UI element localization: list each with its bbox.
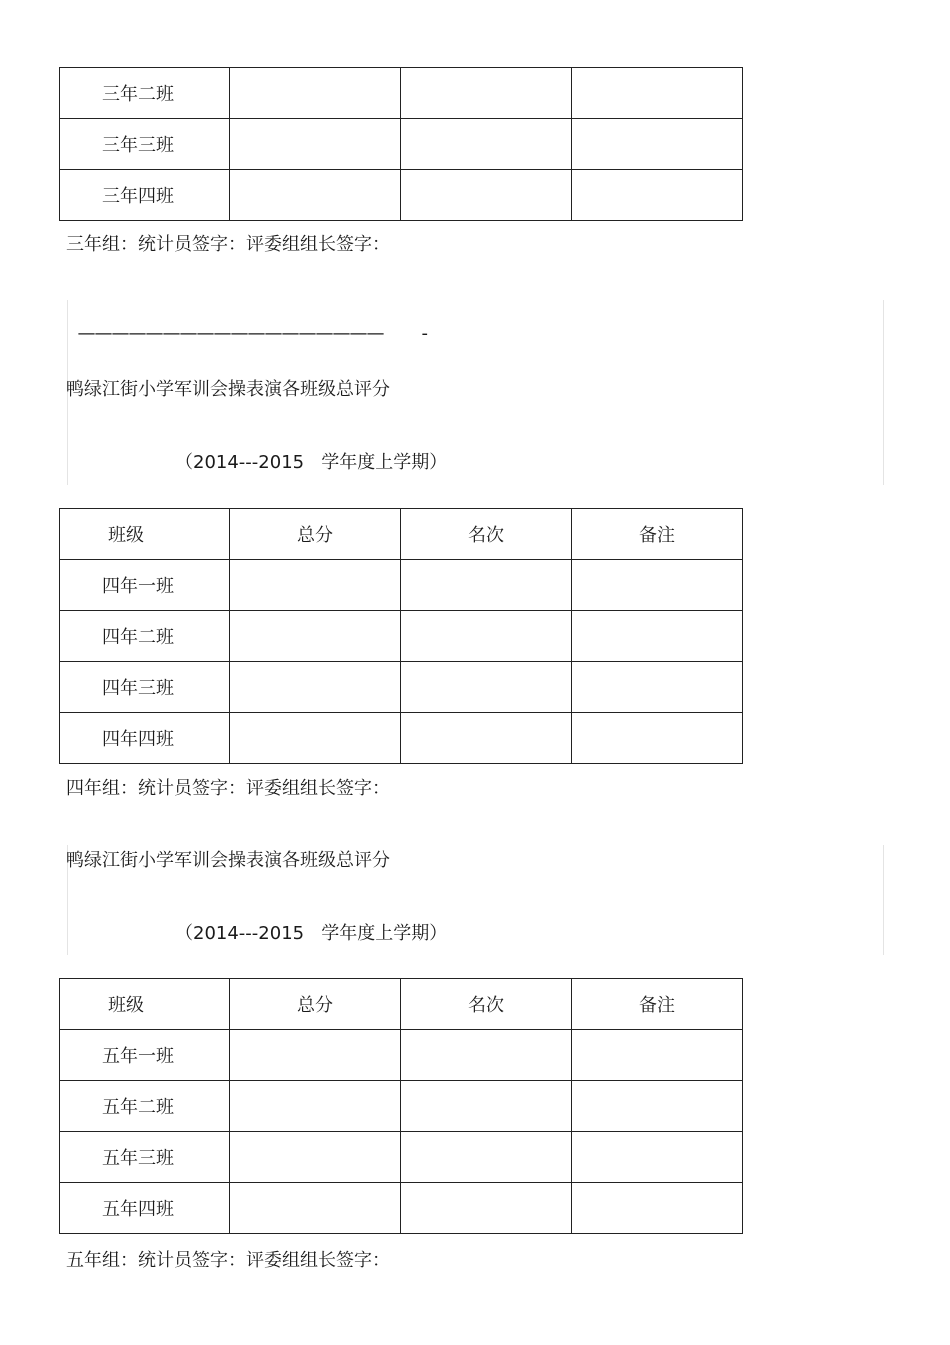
class-name-cell: 五年二班 [60,1081,230,1132]
grade5-signature-line: 五年组：统计员签字：评委组组长签字： [66,1250,390,1271]
grade5-score-table [59,978,743,1234]
separator-dashes: —————————————————— [77,323,384,344]
table-header-row [60,509,743,560]
remark-cell[interactable] [572,611,743,662]
table-row [60,713,743,764]
rank-cell[interactable] [401,1132,572,1183]
class-name-cell: 四年二班 [60,611,230,662]
total-score-cell[interactable] [230,560,401,611]
table-row [60,68,743,119]
table-header-row [60,979,743,1030]
separator-tail: - [421,323,428,344]
remark-cell[interactable] [572,170,743,221]
remark-cell[interactable] [572,1030,743,1081]
table-row [60,1081,743,1132]
total-score-cell[interactable] [230,1183,401,1234]
rank-cell[interactable] [401,119,572,170]
rank-cell[interactable] [401,170,572,221]
remark-cell[interactable] [572,119,743,170]
total-score-cell[interactable] [230,1081,401,1132]
table-row [60,119,743,170]
header-total-score: 总分 [230,509,401,560]
total-score-cell[interactable] [230,611,401,662]
rank-cell[interactable] [401,68,572,119]
rank-cell[interactable] [401,611,572,662]
table-row [60,1183,743,1234]
grade3-signature-line: 三年组：统计员签字：评委组组长签字： [66,234,390,255]
table-row [60,170,743,221]
header-rank: 名次 [401,509,572,560]
header-class: 班级 [60,509,230,560]
table-row [60,1030,743,1081]
remark-cell[interactable] [572,1183,743,1234]
class-name-cell: 四年一班 [60,560,230,611]
header-rank: 名次 [401,979,572,1030]
grade3-score-table [59,67,743,221]
margin-rule-right [883,300,884,485]
header-class: 班级 [60,979,230,1030]
remark-cell[interactable] [572,68,743,119]
header-remark: 备注 [572,509,743,560]
remark-cell[interactable] [572,662,743,713]
remark-cell[interactable] [572,1081,743,1132]
header-total-score: 总分 [230,979,401,1030]
table-row [60,611,743,662]
total-score-cell[interactable] [230,68,401,119]
class-name-cell: 四年三班 [60,662,230,713]
class-name-cell: 五年三班 [60,1132,230,1183]
rank-cell[interactable] [401,713,572,764]
rank-cell[interactable] [401,1030,572,1081]
class-name-cell: 五年一班 [60,1030,230,1081]
remark-cell[interactable] [572,713,743,764]
rank-cell[interactable] [401,560,572,611]
grade4-title: 鸭绿江街小学军训会操表演各班级总评分 [66,379,390,400]
remark-cell[interactable] [572,560,743,611]
class-name-cell: 三年四班 [60,170,230,221]
class-name-cell: 三年二班 [60,68,230,119]
margin-rule-right [883,845,884,955]
table-row [60,560,743,611]
class-name-cell: 三年三班 [60,119,230,170]
total-score-cell[interactable] [230,713,401,764]
grade4-signature-line: 四年组：统计员签字：评委组组长签字： [66,778,390,799]
rank-cell[interactable] [401,662,572,713]
total-score-cell[interactable] [230,170,401,221]
table-row [60,662,743,713]
rank-cell[interactable] [401,1183,572,1234]
grade4-subtitle: （2014---2015 学年度上学期） [175,452,448,473]
total-score-cell[interactable] [230,662,401,713]
total-score-cell[interactable] [230,119,401,170]
total-score-cell[interactable] [230,1132,401,1183]
grade5-title: 鸭绿江街小学军训会操表演各班级总评分 [66,850,390,871]
table-row [60,1132,743,1183]
rank-cell[interactable] [401,1081,572,1132]
remark-cell[interactable] [572,1132,743,1183]
header-remark: 备注 [572,979,743,1030]
grade4-score-table [59,508,743,764]
total-score-cell[interactable] [230,1030,401,1081]
grade5-subtitle: （2014---2015 学年度上学期） [175,923,448,944]
class-name-cell: 五年四班 [60,1183,230,1234]
separator-line [66,302,428,344]
class-name-cell: 四年四班 [60,713,230,764]
